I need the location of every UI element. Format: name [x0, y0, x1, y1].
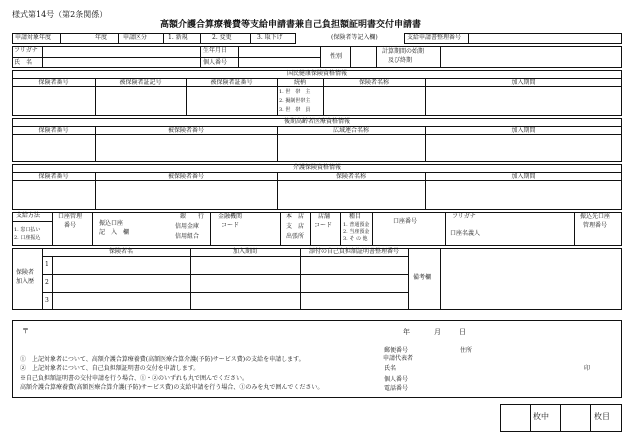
personal-number-field[interactable] [240, 58, 318, 67]
account-type-other[interactable]: 3. そ の 他 [343, 236, 368, 242]
elderly-period-field[interactable] [427, 136, 620, 160]
elderly-col-period: 加入期間 [511, 127, 536, 134]
holder-furigana-label: フリガナ [452, 213, 476, 220]
transfer-label-2: 記 入 欄 [99, 229, 130, 236]
nhi-col-period: 加入期間 [511, 79, 536, 86]
nhi-relation-deemed-head[interactable]: 2. 擬制世帯主 [279, 98, 311, 104]
statement-note-2: 高額介護合算療養費(高額医療合算介護(予防)サービス費)の支給申請を行う場合、①のみを丸で囲んでください。 [20, 384, 324, 391]
care-col-insured-number: 被保険者番号 [167, 173, 204, 180]
bank-type-shinkumi[interactable]: 信用組合 [175, 233, 200, 240]
nhi-section-title: 国民健康保険資格情報 [286, 70, 347, 77]
total-sheets-field[interactable] [502, 406, 528, 430]
issue-number-field[interactable] [470, 34, 620, 43]
care-col-insurer-number: 保険者番号 [38, 173, 69, 180]
care-section-title: 介護保険資格情報 [292, 164, 341, 171]
history-insurer-name-field[interactable] [54, 276, 188, 290]
nhi-col-insurer-number: 保険者番号 [38, 79, 69, 86]
applicant-postal-label: 郵便番号 [384, 347, 409, 354]
elderly-union-name-field[interactable] [279, 136, 423, 160]
application-date-field[interactable] [375, 327, 475, 337]
nhi-col-insurer-name: 保険者名称 [358, 79, 389, 86]
elderly-col-union-name: 広域連合名称 [332, 127, 369, 134]
nhi-insurer-name-field[interactable] [325, 88, 423, 114]
branch-type-head[interactable]: 本 店 [286, 213, 305, 220]
holder-name-field[interactable] [490, 213, 572, 244]
account-type-label: 種目 [349, 213, 362, 220]
statement-2[interactable]: ② 上記対象者について、自己負担額証明書の交付を申請します。 [20, 365, 200, 372]
account-mgmt-label-1: 口座管理 [58, 213, 83, 220]
remarks-label: 備考欄 [413, 274, 432, 281]
date-year-label: 年 [403, 328, 410, 336]
history-insurer-name-field[interactable] [54, 258, 188, 272]
applicant-personal-number-label: 個人番号 [384, 376, 409, 383]
name-label: 氏 名 [14, 59, 33, 66]
account-mgmt-field[interactable] [54, 232, 90, 244]
applicant-phone-field[interactable] [410, 384, 580, 393]
furigana-label: フリガナ [14, 47, 38, 54]
applicant-address-label: 住所 [460, 347, 473, 354]
issue-number-label: 支給申請書整理番号 [407, 34, 462, 41]
statement-1[interactable]: ① 上記対象者について、高額介護合算療養費(高額医療合算介護(予防)サービス費)の支給を申請します。 [20, 356, 305, 363]
nhi-relation-member[interactable]: 3. 世 帯 員 [279, 107, 311, 113]
history-col-certificate-number: 添付の自己負担額証明書整理番号 [308, 248, 399, 255]
history-col-insurer-name: 保険者名 [108, 248, 133, 255]
name-field[interactable] [44, 58, 198, 67]
nhi-col-relation: 続柄 [293, 79, 306, 86]
applicant-personal-number-field[interactable] [410, 375, 580, 384]
statement-note: ※自己負担額証明書の交付申請を行う場合、①・②のいずれも丸で囲んでください。 [20, 375, 249, 382]
sex-label: 性別 [330, 53, 343, 60]
transfer-label-1: 振込口座 [99, 220, 124, 227]
postal-mark: 〒 [22, 327, 29, 335]
elderly-col-insured-number: 被保険者番号 [167, 127, 204, 134]
nhi-card-symbol-field[interactable] [97, 88, 184, 114]
applicant-address-field[interactable] [476, 346, 616, 355]
sheet-index-field[interactable] [562, 406, 588, 430]
category-option-change[interactable]: 2. 変更 [212, 34, 232, 41]
category-label: 申請区分 [123, 34, 148, 41]
branch-type-office[interactable]: 出張所 [286, 233, 305, 240]
payment-method-label: 支給方法 [16, 212, 41, 219]
history-insurer-name-field[interactable] [54, 294, 188, 308]
insurer-entry-note: (保険者等記入欄) [331, 34, 378, 41]
target-year-label: 申請対象年度 [15, 34, 52, 41]
category-option-withdraw[interactable]: 3. 取下げ [257, 34, 283, 41]
account-number-field[interactable] [374, 229, 443, 244]
transfer-mgmt-field[interactable] [576, 232, 620, 244]
care-period-field[interactable] [427, 182, 620, 208]
bank-name-field[interactable] [132, 213, 174, 244]
payment-method-counter[interactable]: 1. 窓口払い [14, 227, 41, 233]
personal-number-label: 個人番号 [203, 59, 228, 66]
period-label-1: 計算期間の始期 [382, 48, 425, 55]
account-number-label: 口座番号 [393, 218, 418, 225]
page-title: 高額介護合算療養費等支給申請書兼自己負担額証明書交付申請書 [160, 20, 422, 30]
care-insurer-number-field[interactable] [14, 182, 93, 208]
care-col-insurer-name: 保険者名称 [335, 173, 366, 180]
period-label-2: 及び終期 [388, 57, 413, 64]
category-option-new[interactable]: 1. 新規 [168, 34, 188, 41]
applicant-phone-label: 電話番号 [384, 385, 409, 392]
date-month-label: 月 [434, 328, 441, 336]
history-side-label-1: 保険者 [16, 269, 35, 276]
nhi-relation-head[interactable]: 1. 世 帯 主 [279, 89, 311, 95]
elderly-insured-number-field[interactable] [97, 136, 275, 160]
applicant-name-label: 氏名 [384, 365, 397, 372]
holder-name-label: 口座名義人 [450, 230, 481, 237]
branch-code-label-1: 店舗 [318, 213, 331, 220]
bank-type-bank[interactable]: 銀 行 [180, 213, 205, 220]
target-year-field[interactable] [63, 35, 93, 43]
elderly-col-insurer-number: 保険者番号 [38, 127, 69, 134]
application-target-row [12, 33, 296, 44]
nhi-insurer-number-field[interactable] [14, 88, 93, 114]
payment-method-transfer[interactable]: 2. 口座振込 [14, 235, 41, 241]
history-row-number: 1 [45, 261, 49, 268]
elderly-insurer-number-field[interactable] [14, 136, 93, 160]
branch-code-label-2: コード [314, 222, 333, 229]
account-type-ordinary[interactable]: 1. 普通預金 [343, 222, 370, 228]
bank-code-label-2: コード [221, 222, 240, 229]
remarks-field[interactable] [442, 250, 620, 308]
care-insurer-name-field[interactable] [279, 182, 423, 208]
bank-type-shinkin[interactable]: 信用金庫 [175, 223, 200, 230]
sheet-label: 枚中 [533, 412, 549, 421]
transfer-mgmt-label-2: 管理番号 [583, 222, 608, 229]
applicant-representative-label: 申請代表者 [383, 355, 414, 362]
nhi-col-card-number: 被保険者証番号 [210, 79, 253, 86]
account-type-checking[interactable]: 2. 当座預金 [343, 229, 370, 235]
history-row-number: 2 [45, 279, 49, 286]
date-day-label: 日 [459, 328, 466, 336]
seal-label: 印 [584, 365, 591, 372]
nhi-card-number-field[interactable] [188, 88, 275, 114]
applicant-name-field[interactable] [410, 364, 580, 373]
branch-code-field[interactable] [312, 232, 338, 244]
history-row-number: 3 [45, 297, 49, 304]
page-label: 枚目 [594, 412, 610, 421]
history-side-label-2: 加入歴 [16, 278, 35, 285]
care-insured-number-field[interactable] [97, 182, 275, 208]
nhi-col-card-symbol: 被保険者証記号 [119, 79, 162, 86]
branch-type-branch[interactable]: 支 店 [286, 223, 305, 230]
bank-code-field[interactable] [212, 232, 278, 244]
nhi-period-field[interactable] [427, 88, 620, 114]
care-col-period: 加入期間 [511, 173, 536, 180]
form-number: 様式第14号（第2条関係） [12, 10, 108, 19]
birth-label: 生年月日 [203, 47, 228, 54]
history-period-field[interactable] [192, 258, 298, 308]
bank-code-label-1: 金融機関 [218, 213, 243, 220]
furigana-field[interactable] [44, 47, 198, 56]
transfer-mgmt-label-1: 振込先口座 [580, 213, 611, 220]
elderly-section-title: 後期高齢者医療資格情報 [283, 118, 350, 125]
period-field[interactable] [442, 47, 620, 67]
year-unit: 年度 [95, 34, 108, 41]
history-certificate-field[interactable] [302, 258, 406, 308]
sex-field[interactable] [352, 47, 374, 67]
account-mgmt-label-2: 番号 [64, 222, 77, 229]
birth-field[interactable] [240, 47, 318, 56]
history-col-period: 加入期間 [232, 248, 257, 255]
